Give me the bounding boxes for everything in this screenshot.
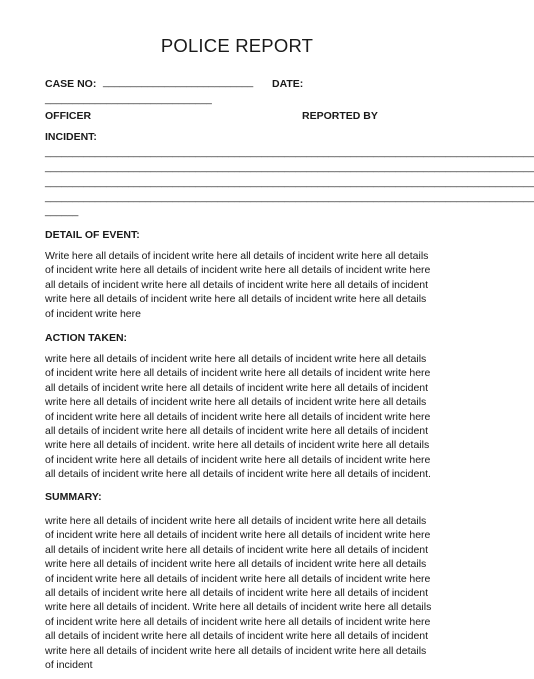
page-title: POLICE REPORT <box>160 35 314 56</box>
case-no-blank-continued: ______________________________ <box>45 94 212 105</box>
incident-line: ________________________________________________________________________________________ <box>45 177 534 188</box>
body-line: of incident write here all details of incident write here all details of incident write here <box>45 264 431 277</box>
body-line: write here all details of incident. write here all details of incident write here all details <box>45 439 430 452</box>
body-line: of incident write here all details of incident write here all details of incident write here <box>45 529 431 542</box>
reported-by-label-partial: REPORTED BY <box>302 110 378 122</box>
body-line: write here all details of incident write here all details of incident write here all details <box>45 515 427 527</box>
summary-heading: SUMMARY: <box>45 491 102 503</box>
body-line: all details of incident write here all details of incident write here all details of incident <box>45 425 429 438</box>
incident-line: ________________________________________________________________________________________ <box>45 192 534 203</box>
body-line: of incident write here all details of incident write here all details of incident write here <box>45 453 431 466</box>
case-no-blank: ___________________________ <box>103 77 254 88</box>
body-line: of incident write here all details of incident write here all details of incident write here <box>45 410 431 423</box>
incident-line: ________________________________________________________________________________________ <box>45 147 534 158</box>
summary-body <box>45 514 440 672</box>
officer-label-partial: OFFICER <box>45 110 92 122</box>
body-line: all details of incident write here all details of incident write here all details of incident. <box>45 468 431 481</box>
body-line: all details of incident write here all details of incident write here all details of incident <box>45 543 429 556</box>
body-line: Write here all details of incident write here all details of incident write here all details <box>45 250 429 262</box>
body-line: all details of incident write here all details of incident write here all details of incident <box>45 587 429 600</box>
body-line: all details of incident write here all details of incident write here all details of incident <box>45 381 429 394</box>
action-taken-heading: ACTION TAKEN: <box>45 332 128 344</box>
body-line: of incident <box>45 659 93 672</box>
incident-line: ______ <box>45 206 79 217</box>
body-line: write here all details of incident write here all details of incident write here all details <box>45 644 427 657</box>
body-line: write here all details of incident write here all details of incident write here all details <box>45 353 427 365</box>
detail-of-event-heading: DETAIL OF EVENT: <box>45 229 140 241</box>
body-line: write here all details of incident write here all details of incident write here all details <box>45 293 427 306</box>
body-line: of incident write here all details of incident write here all details of incident write here <box>45 615 431 628</box>
body-line: write here all details of incident. Write here all details of incident write here all details <box>45 601 432 614</box>
body-line: all details of incident write here all details of incident write here all details of incident <box>45 278 429 291</box>
incident-label: INCIDENT: <box>45 131 97 143</box>
body-line: of incident write here all details of incident write here all details of incident write here <box>45 367 431 380</box>
body-line: write here all details of incident write here all details of incident write here all details <box>45 396 427 409</box>
body-line: of incident write here <box>45 307 141 320</box>
body-line: of incident write here all details of incident write here all details of incident write here <box>45 572 431 585</box>
body-line: all details of incident write here all details of incident write here all details of incident <box>45 630 429 643</box>
detail-of-event-body <box>45 249 440 321</box>
date-label: DATE: <box>272 78 304 90</box>
body-line: write here all details of incident write here all details of incident write here all details <box>45 558 427 571</box>
incident-line: ________________________________________________________________________________________ <box>45 162 534 173</box>
case-no-label: CASE NO: <box>45 78 97 90</box>
action-taken-body <box>45 352 440 482</box>
